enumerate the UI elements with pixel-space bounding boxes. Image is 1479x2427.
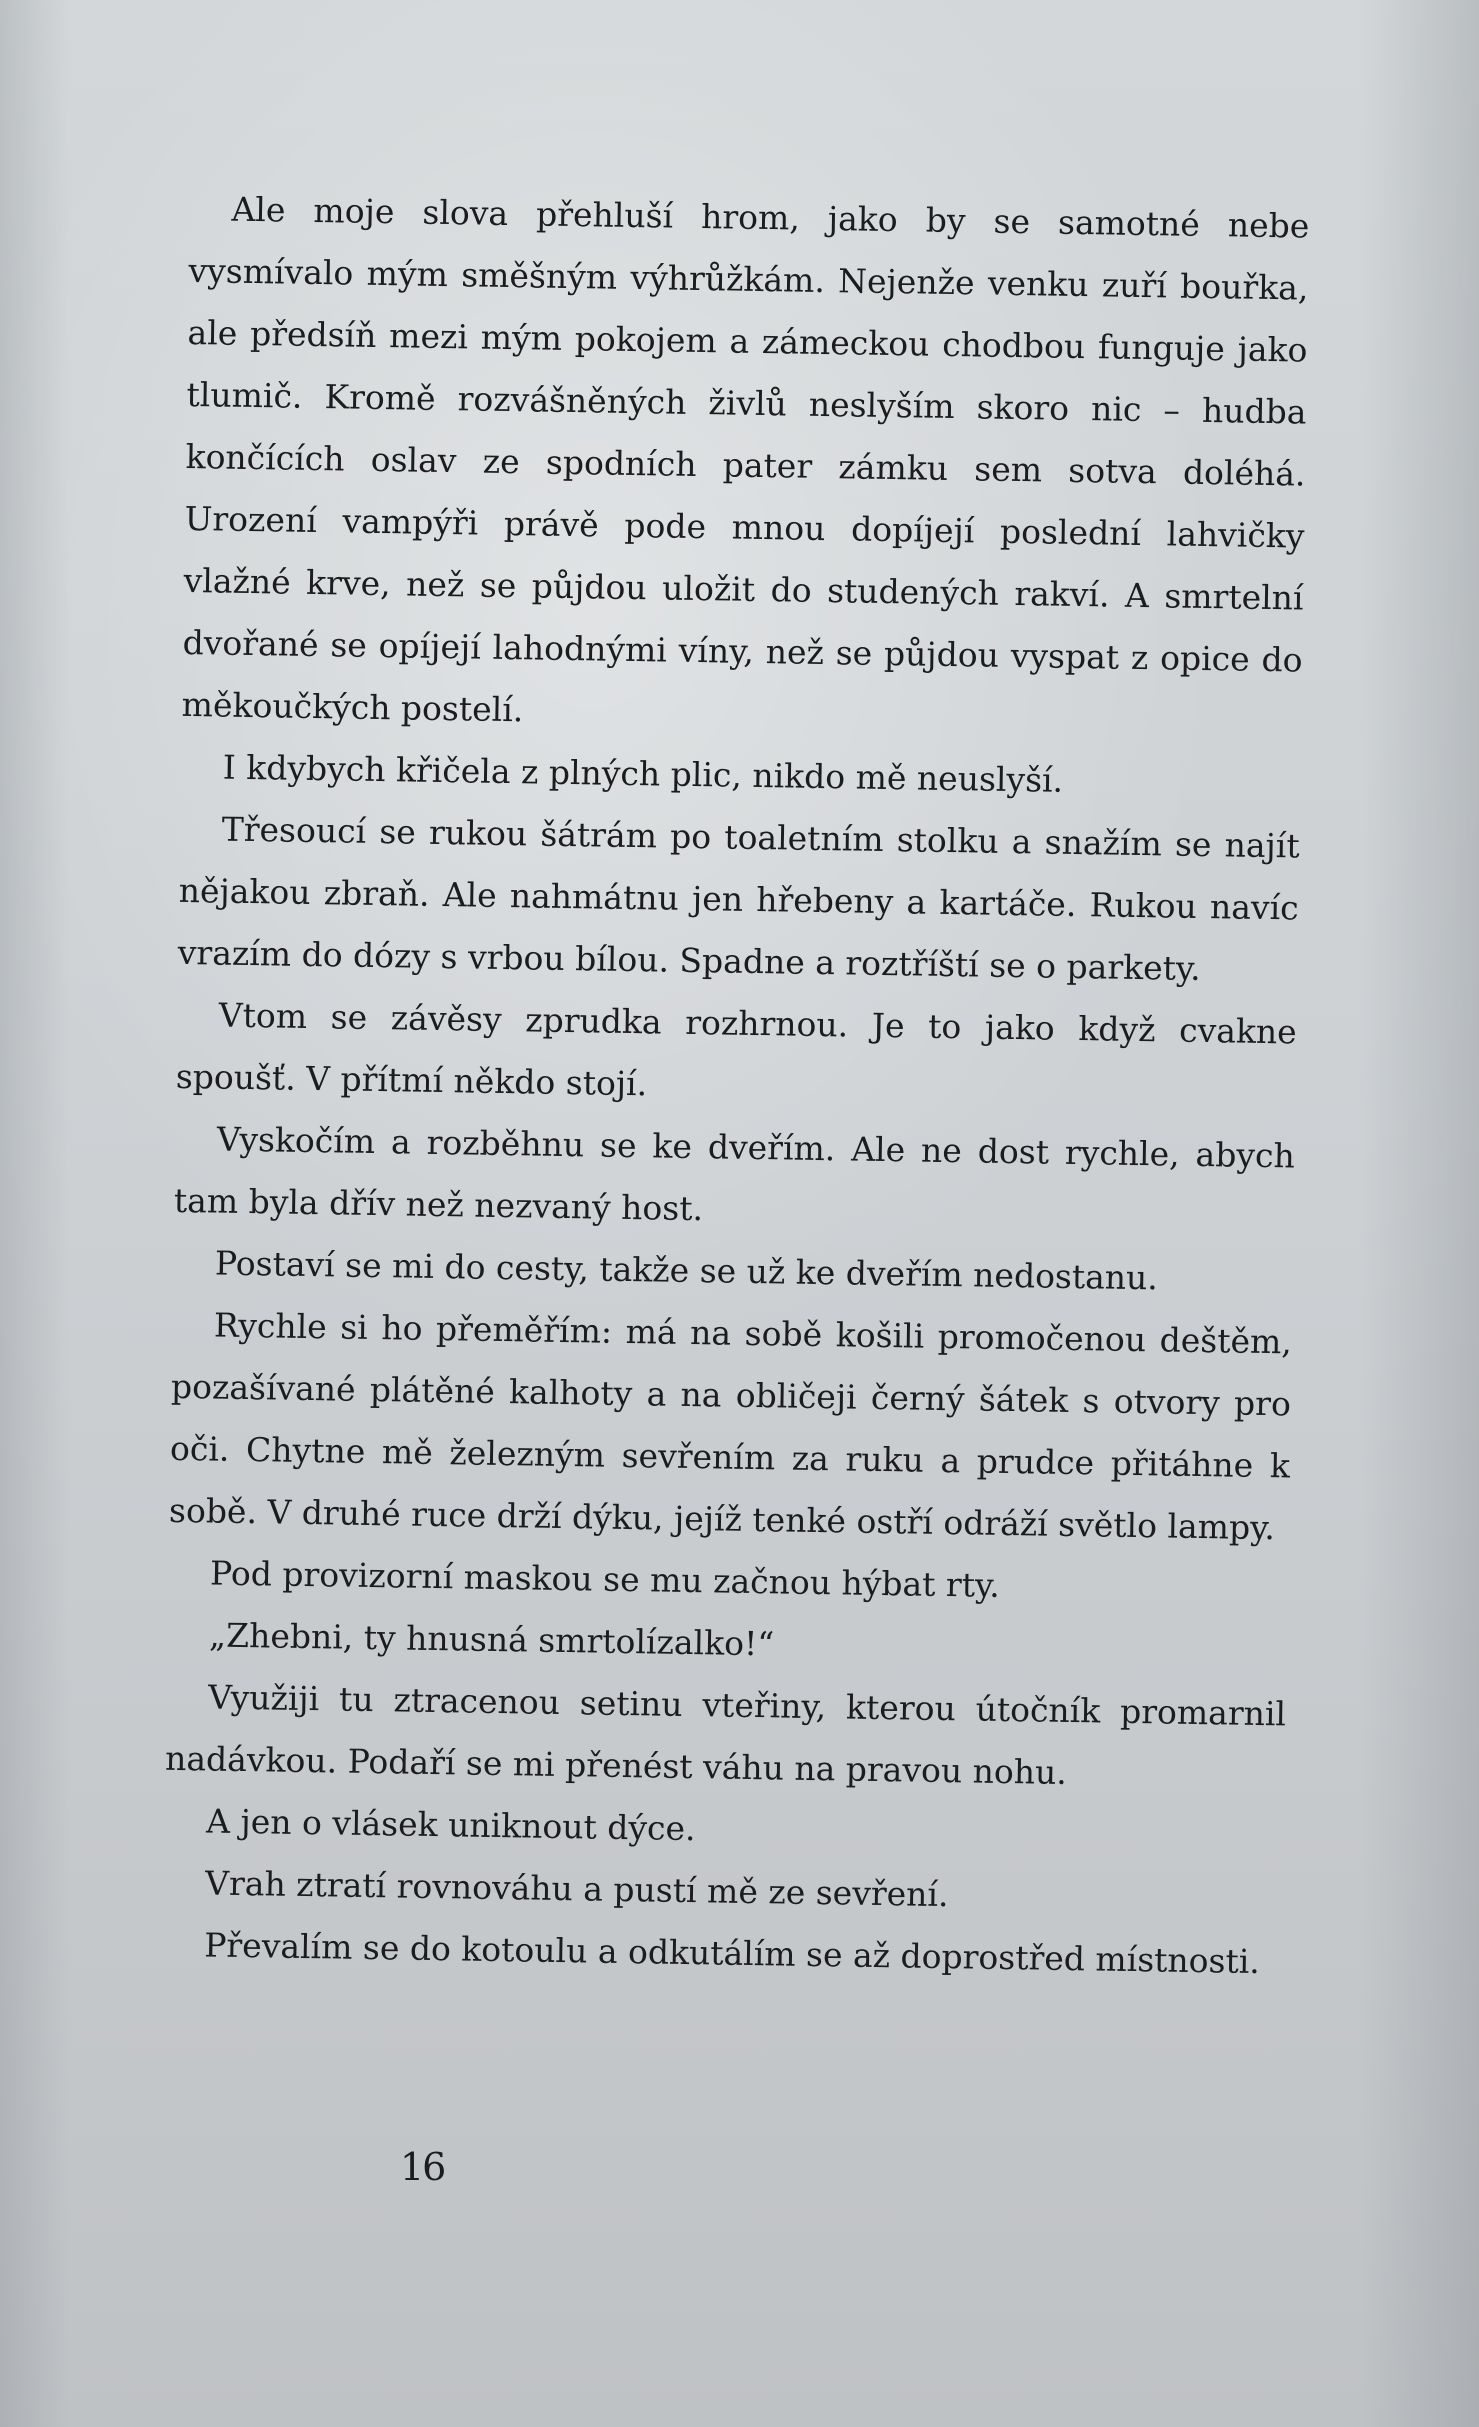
page-edge-shadow-right [1359,0,1479,2427]
paragraph: Vtom se závěsy zprudka rozhrnou. Je to jako když cvakne spoušť. V přítmí někdo stojí. [175,995,1298,1104]
paragraph: I kdybych křičela z plných plic, nikdo mě neuslyší. [222,747,1064,800]
paragraph: Rychle si ho přeměřím: má na sobě košili promočenou deštěm, pozašívané plátěné kalhoty a na obličeji černý šátek s otvory pro oči. Chytne mě železným sevřením za ruku a prudce přitáhne k sobě. V druhé ruce drží dýku, jejíž tenké ostří odráží světlo lampy. [168,1305,1293,1548]
paragraph: Třesoucí se rukou šátrám po toaletním stolku a snažím se najít nějakou zbraň. Ale nahmátnu jen hřebeny a kartáče. Rukou navíc vrazím do dózy s vrbou bílou. Spadne a roztříští se o parkety. [177,809,1300,988]
paragraph: Využiji tu ztracenou setinu vteřiny, kterou útočník promarnil nadávkou. Podaří se mi přenést váhu na pravou nohu. [164,1677,1287,1792]
paragraph: A jen o vlásek uniknout dýce. [205,1801,696,1849]
paragraph: Pod provizorní maskou se mu začnou hýbat rty. [209,1553,1001,1605]
page-edge-shadow-left [0,0,70,2427]
paragraph: Převalím se do kotoulu a odkutálím se až doprostřed místnosti. [203,1925,1261,1982]
paragraph: „Zhebni, ty hnusná smrtolízalko!“ [208,1615,775,1664]
paragraph: Ale moje slova přehluší hrom, jako by se samotné nebe vysmívalo mým směšným výhrůžkám. Nejenže venku zuří bouřka, ale předsíň mezi mým pokojem a zámeckou chodbou funguje jako tlumič. Kromě rozvášněných živlů neslyším skoro nic – hudba končících oslav ze spodních pater zámku sem sotva doléhá. Urození vampýři právě pode mnou dopíjejí poslední lahvičky vlažné krve, než se půjdou uložit do studených rakví. A smrtelní dvořané se opíjejí lahodnými víny, než se půjdou vyspat z opice do měkoučkých postelí. [181,189,1310,730]
body-text [162,178,1310,1993]
paragraph: Vrah ztratí rovnováhu a pustí mě ze sevření. [204,1863,949,1915]
paragraph: Vyskočím a rozběhnu se ke dveřím. Ale ne dost rychle, abych tam byla dřív než nezvaný host. [173,1119,1296,1229]
page-number: 16 [400,2145,445,2189]
paragraph: Postaví se mi do cesty, takže se už ke dveřím nedostanu. [214,1243,1159,1298]
